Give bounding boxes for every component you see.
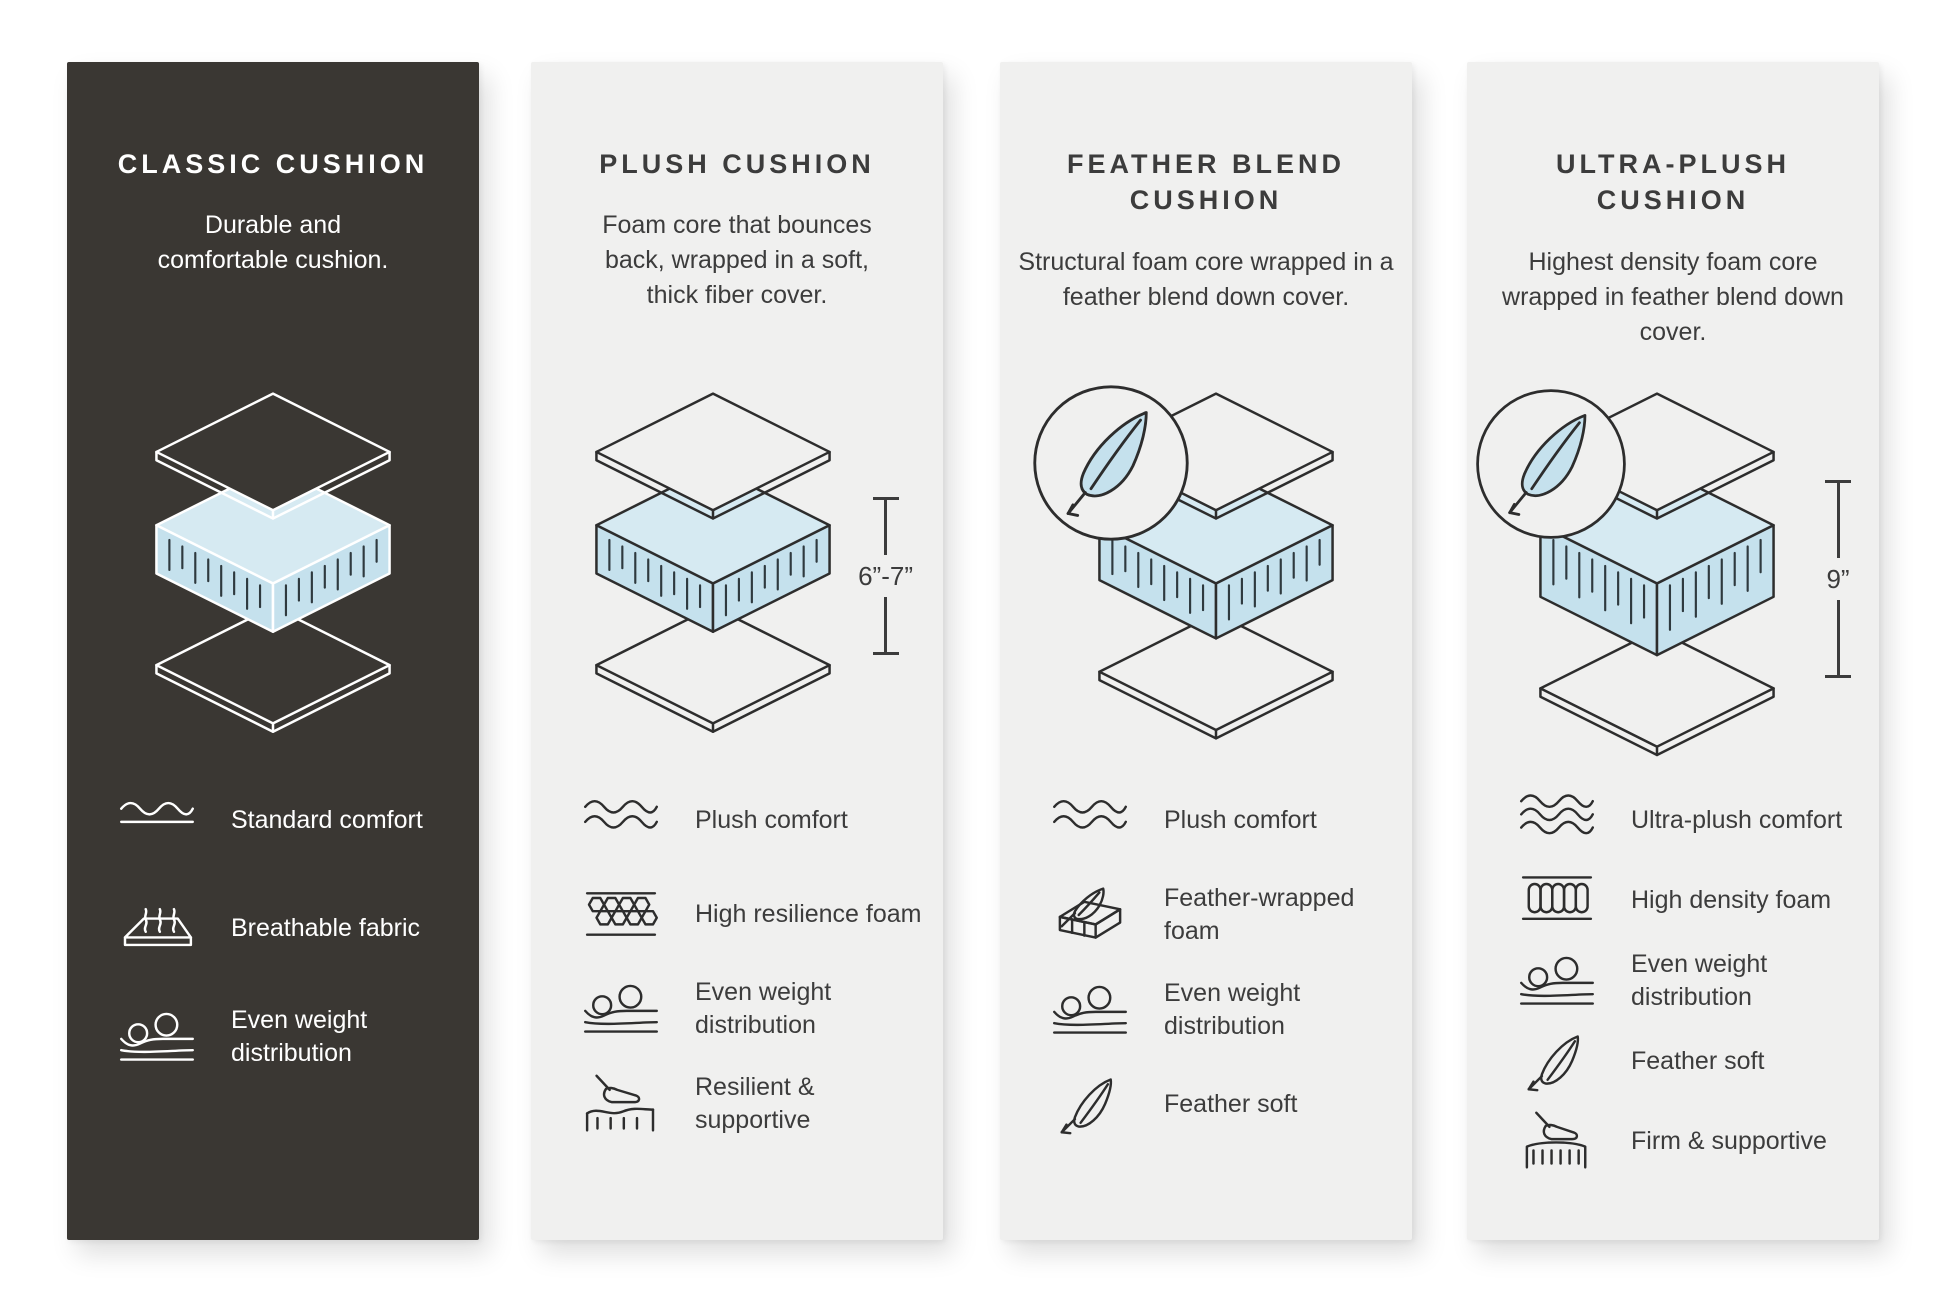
measure-line (884, 597, 887, 652)
feature-label: Standard comfort (231, 805, 423, 834)
feature-label: Feather-wrapped foam (1164, 884, 1355, 945)
feather-wrapped-foam-icon (1050, 883, 1130, 947)
breathable-fabric-icon (117, 896, 197, 960)
feature-label: High density foam (1631, 885, 1832, 914)
feature-list (581, 788, 929, 1166)
measure-label: 6”-7” (858, 561, 913, 591)
panel-title: PLUSH CUSHION (599, 149, 875, 179)
panel-plush-cushion (531, 62, 943, 1240)
feature-row (1050, 977, 1398, 1042)
panel-description: Highest density foam core wrapped in feather blend down cover. (1502, 247, 1844, 346)
panel-title: CLASSIC CUSHION (117, 149, 429, 179)
feature-label: Even weight distribution (1164, 979, 1301, 1040)
feature-row (1050, 1072, 1398, 1136)
cushion-layers-illustration (67, 362, 479, 782)
panel-ultra-plush-cushion (1467, 62, 1879, 1240)
panel-classic-cushion (67, 62, 479, 1240)
feature-row (1517, 868, 1865, 932)
feature-label: Feather soft (1631, 1046, 1765, 1075)
measure-label: 9” (1826, 564, 1850, 594)
feather-badge-icon (1030, 382, 1192, 544)
height-measurement (1825, 480, 1851, 678)
even-weight-icon (1050, 978, 1130, 1042)
feature-label: Plush comfort (695, 805, 848, 834)
triple-wave-icon (1517, 788, 1597, 852)
cushion-layers-illustration (1467, 362, 1879, 782)
feature-row (1050, 882, 1398, 947)
cushion-layers-illustration (531, 362, 943, 782)
high-density-foam-icon (1517, 868, 1597, 932)
even-weight-icon (117, 1005, 197, 1069)
feature-row (1517, 1029, 1865, 1093)
panel-feather-blend-cushion (1000, 62, 1412, 1240)
measure-cap (1825, 675, 1851, 678)
double-wave-icon (1050, 788, 1130, 852)
even-weight-icon (581, 977, 661, 1041)
cushion-layers-illustration (1000, 362, 1412, 782)
feature-row (117, 1004, 465, 1069)
height-measurement (858, 497, 913, 655)
feature-row (581, 788, 929, 852)
feature-row (1517, 948, 1865, 1013)
feature-label: Even weight distribution (231, 1006, 368, 1067)
feather-badge-icon (1473, 386, 1629, 542)
feature-row (581, 1071, 929, 1136)
panel-title: ULTRA-PLUSH CUSHION (1556, 149, 1790, 216)
double-wave-icon (581, 788, 661, 852)
feather-icon (1050, 1072, 1130, 1136)
feature-row (1517, 788, 1865, 852)
resilient-foot-icon (581, 1072, 661, 1136)
panel-description: Structural foam core wrapped in a feather blend down cover. (1018, 247, 1394, 311)
panel-description: Foam core that bounces back, wrapped in a soft, thick fiber cover. (602, 211, 872, 310)
feature-label: Ultra-plush comfort (1631, 805, 1843, 834)
measure-cap (873, 652, 899, 655)
feature-row (581, 882, 929, 946)
feature-row (117, 896, 465, 960)
feature-label: Resilient & supportive (695, 1073, 815, 1134)
even-weight-icon (1517, 949, 1597, 1013)
feature-label: Plush comfort (1164, 805, 1317, 834)
honeycomb-foam-icon (581, 882, 661, 946)
feature-label: Even weight distribution (1631, 950, 1768, 1011)
feature-row (1050, 788, 1398, 852)
feature-label: Even weight distribution (695, 978, 832, 1039)
measure-line (884, 500, 887, 555)
feature-row (581, 976, 929, 1041)
feature-row (117, 788, 465, 852)
feather-icon (1517, 1029, 1597, 1093)
feature-label: Firm & supportive (1631, 1126, 1827, 1155)
feature-list (1050, 788, 1398, 1166)
cushion-stack-illustration (563, 382, 863, 765)
cushion-stack-illustration (123, 382, 423, 765)
panel-description: Durable and comfortable cushion. (157, 211, 389, 275)
feature-label: Feather soft (1164, 1089, 1298, 1118)
feature-label: High resilience foam (695, 899, 922, 928)
feature-list (117, 788, 465, 1113)
feature-row (1517, 1109, 1865, 1173)
feature-label: Breathable fabric (231, 913, 421, 942)
measure-line (1837, 600, 1840, 675)
panel-title: FEATHER BLEND CUSHION (1067, 149, 1345, 216)
measure-line (1837, 483, 1840, 558)
feature-list (1517, 788, 1865, 1189)
wave-comfort-icon (117, 788, 197, 852)
firm-foot-icon (1517, 1109, 1597, 1173)
